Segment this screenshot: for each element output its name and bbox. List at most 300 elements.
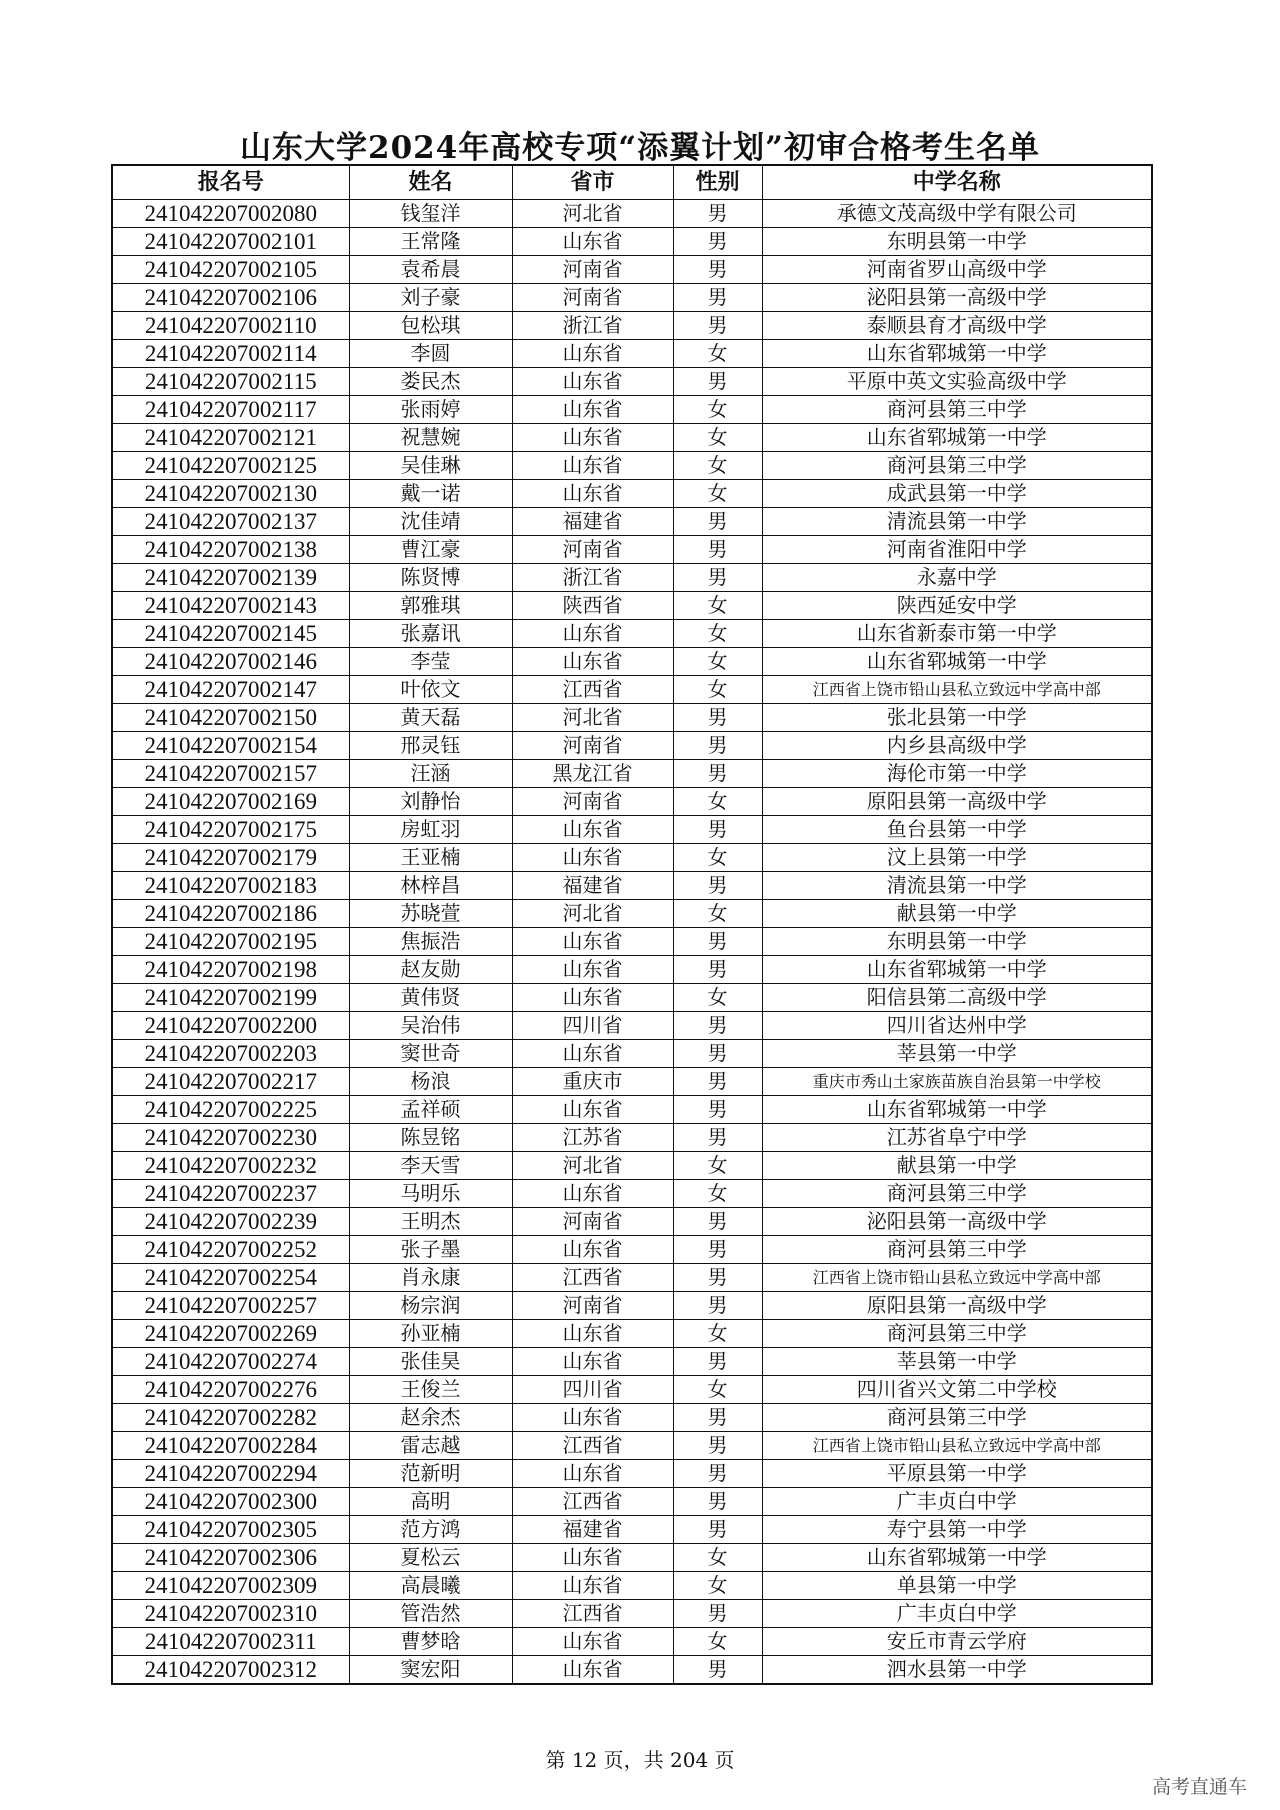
table-row xyxy=(112,256,1152,284)
gender-cell: 男 xyxy=(673,732,762,760)
province-cell: 山东省 xyxy=(512,452,673,480)
registration-number-cell: 241042207002105 xyxy=(112,256,349,284)
table-row xyxy=(112,1040,1152,1068)
gender-cell: 男 xyxy=(673,1012,762,1040)
province-cell: 山东省 xyxy=(512,1544,673,1572)
name-cell: 雷志越 xyxy=(349,1432,512,1460)
gender-cell: 女 xyxy=(673,844,762,872)
name-cell: 袁希晨 xyxy=(349,256,512,284)
gender-cell: 男 xyxy=(673,1040,762,1068)
province-cell: 山东省 xyxy=(512,844,673,872)
gender-cell: 男 xyxy=(673,760,762,788)
table-row xyxy=(112,1572,1152,1600)
table-row xyxy=(112,480,1152,508)
table-row xyxy=(112,704,1152,732)
gender-cell: 男 xyxy=(673,1124,762,1152)
gender-cell: 女 xyxy=(673,480,762,508)
name-cell: 范新明 xyxy=(349,1460,512,1488)
name-cell: 沈佳靖 xyxy=(349,508,512,536)
school-cell: 江苏省阜宁中学 xyxy=(762,1124,1152,1152)
table-row xyxy=(112,1376,1152,1404)
table-row xyxy=(112,368,1152,396)
registration-number-cell: 241042207002145 xyxy=(112,620,349,648)
name-cell: 李莹 xyxy=(349,648,512,676)
name-cell: 陈贤博 xyxy=(349,564,512,592)
registration-number-cell: 241042207002309 xyxy=(112,1572,349,1600)
school-cell: 清流县第一中学 xyxy=(762,508,1152,536)
name-cell: 曹梦晗 xyxy=(349,1628,512,1656)
school-cell: 泌阳县第一高级中学 xyxy=(762,284,1152,312)
name-cell: 钱玺洋 xyxy=(349,200,512,228)
table-row xyxy=(112,312,1152,340)
registration-number-cell: 241042207002110 xyxy=(112,312,349,340)
registration-number-cell: 241042207002312 xyxy=(112,1656,349,1685)
province-cell: 江苏省 xyxy=(512,1124,673,1152)
table-row xyxy=(112,1236,1152,1264)
gender-cell: 男 xyxy=(673,1264,762,1292)
table-row xyxy=(112,1656,1152,1685)
table-row xyxy=(112,1068,1152,1096)
registration-number-cell: 241042207002186 xyxy=(112,900,349,928)
school-cell: 海伦市第一中学 xyxy=(762,760,1152,788)
registration-number-cell: 241042207002276 xyxy=(112,1376,349,1404)
registration-number-cell: 241042207002114 xyxy=(112,340,349,368)
name-cell: 窦宏阳 xyxy=(349,1656,512,1685)
school-cell: 平原中英文实验高级中学 xyxy=(762,368,1152,396)
table-row xyxy=(112,1460,1152,1488)
registration-number-cell: 241042207002117 xyxy=(112,396,349,424)
gender-cell: 男 xyxy=(673,1432,762,1460)
column-header-province: 省市 xyxy=(512,165,673,200)
name-cell: 黄天磊 xyxy=(349,704,512,732)
province-cell: 山东省 xyxy=(512,1656,673,1685)
registration-number-cell: 241042207002239 xyxy=(112,1208,349,1236)
registration-number-cell: 241042207002282 xyxy=(112,1404,349,1432)
province-cell: 山东省 xyxy=(512,956,673,984)
table-row xyxy=(112,1348,1152,1376)
school-cell: 内乡县高级中学 xyxy=(762,732,1152,760)
province-cell: 河南省 xyxy=(512,788,673,816)
gender-cell: 女 xyxy=(673,340,762,368)
registration-number-cell: 241042207002310 xyxy=(112,1600,349,1628)
table-row xyxy=(112,956,1152,984)
candidate-table xyxy=(111,164,1153,1685)
school-cell: 商河县第三中学 xyxy=(762,1320,1152,1348)
table-row xyxy=(112,984,1152,1012)
name-cell: 吴佳琳 xyxy=(349,452,512,480)
name-cell: 包松琪 xyxy=(349,312,512,340)
gender-cell: 男 xyxy=(673,312,762,340)
province-cell: 河南省 xyxy=(512,284,673,312)
school-cell: 东明县第一中学 xyxy=(762,228,1152,256)
school-cell: 广丰贞白中学 xyxy=(762,1600,1152,1628)
registration-number-cell: 241042207002232 xyxy=(112,1152,349,1180)
registration-number-cell: 241042207002237 xyxy=(112,1180,349,1208)
gender-cell: 男 xyxy=(673,1208,762,1236)
table-row xyxy=(112,340,1152,368)
registration-number-cell: 241042207002225 xyxy=(112,1096,349,1124)
province-cell: 山东省 xyxy=(512,1628,673,1656)
province-cell: 河北省 xyxy=(512,704,673,732)
registration-number-cell: 241042207002294 xyxy=(112,1460,349,1488)
gender-cell: 男 xyxy=(673,564,762,592)
gender-cell: 女 xyxy=(673,648,762,676)
registration-number-cell: 241042207002146 xyxy=(112,648,349,676)
name-cell: 房虹羽 xyxy=(349,816,512,844)
school-cell: 江西省上饶市铅山县私立致远中学高中部 xyxy=(762,676,1152,704)
province-cell: 江西省 xyxy=(512,676,673,704)
registration-number-cell: 241042207002101 xyxy=(112,228,349,256)
province-cell: 山东省 xyxy=(512,1348,673,1376)
school-cell: 山东省新泰市第一中学 xyxy=(762,620,1152,648)
gender-cell: 男 xyxy=(673,508,762,536)
name-cell: 赵友勋 xyxy=(349,956,512,984)
table-row xyxy=(112,1628,1152,1656)
school-cell: 四川省达州中学 xyxy=(762,1012,1152,1040)
school-cell: 单县第一中学 xyxy=(762,1572,1152,1600)
name-cell: 刘子豪 xyxy=(349,284,512,312)
gender-cell: 女 xyxy=(673,452,762,480)
name-cell: 王常隆 xyxy=(349,228,512,256)
school-cell: 山东省郓城第一中学 xyxy=(762,340,1152,368)
registration-number-cell: 241042207002230 xyxy=(112,1124,349,1152)
school-cell: 山东省郓城第一中学 xyxy=(762,1544,1152,1572)
table-row xyxy=(112,1180,1152,1208)
name-cell: 陈昱铭 xyxy=(349,1124,512,1152)
registration-number-cell: 241042207002274 xyxy=(112,1348,349,1376)
name-cell: 王明杰 xyxy=(349,1208,512,1236)
province-cell: 山东省 xyxy=(512,1320,673,1348)
gender-cell: 男 xyxy=(673,956,762,984)
school-cell: 河南省罗山高级中学 xyxy=(762,256,1152,284)
school-cell: 商河县第三中学 xyxy=(762,1404,1152,1432)
table-row xyxy=(112,424,1152,452)
table-row xyxy=(112,1096,1152,1124)
province-cell: 山东省 xyxy=(512,620,673,648)
name-cell: 邢灵钰 xyxy=(349,732,512,760)
registration-number-cell: 241042207002284 xyxy=(112,1432,349,1460)
gender-cell: 男 xyxy=(673,284,762,312)
name-cell: 张子墨 xyxy=(349,1236,512,1264)
name-cell: 孟祥硕 xyxy=(349,1096,512,1124)
gender-cell: 女 xyxy=(673,1180,762,1208)
name-cell: 王俊兰 xyxy=(349,1376,512,1404)
gender-cell: 男 xyxy=(673,536,762,564)
column-header-gender: 性别 xyxy=(673,165,762,200)
table-row xyxy=(112,452,1152,480)
registration-number-cell: 241042207002183 xyxy=(112,872,349,900)
name-cell: 李圆 xyxy=(349,340,512,368)
school-cell: 商河县第三中学 xyxy=(762,452,1152,480)
name-cell: 林梓昌 xyxy=(349,872,512,900)
gender-cell: 男 xyxy=(673,1516,762,1544)
school-cell: 江西省上饶市铅山县私立致远中学高中部 xyxy=(762,1432,1152,1460)
school-cell: 平原县第一中学 xyxy=(762,1460,1152,1488)
province-cell: 河南省 xyxy=(512,732,673,760)
name-cell: 管浩然 xyxy=(349,1600,512,1628)
school-cell: 河南省淮阳中学 xyxy=(762,536,1152,564)
registration-number-cell: 241042207002115 xyxy=(112,368,349,396)
province-cell: 山东省 xyxy=(512,1040,673,1068)
table-row xyxy=(112,1012,1152,1040)
province-cell: 福建省 xyxy=(512,872,673,900)
school-cell: 原阳县第一高级中学 xyxy=(762,1292,1152,1320)
school-cell: 清流县第一中学 xyxy=(762,872,1152,900)
school-cell: 山东省郓城第一中学 xyxy=(762,424,1152,452)
table-row xyxy=(112,1600,1152,1628)
table-row xyxy=(112,592,1152,620)
name-cell: 刘静怡 xyxy=(349,788,512,816)
registration-number-cell: 241042207002198 xyxy=(112,956,349,984)
table-row xyxy=(112,1292,1152,1320)
province-cell: 河南省 xyxy=(512,1292,673,1320)
gender-cell: 女 xyxy=(673,1152,762,1180)
province-cell: 山东省 xyxy=(512,816,673,844)
registration-number-cell: 241042207002217 xyxy=(112,1068,349,1096)
province-cell: 江西省 xyxy=(512,1488,673,1516)
gender-cell: 男 xyxy=(673,1488,762,1516)
table-row xyxy=(112,284,1152,312)
page-number: 第 12 页，共 204 页 xyxy=(545,1748,735,1772)
gender-cell: 男 xyxy=(673,1292,762,1320)
registration-number-cell: 241042207002200 xyxy=(112,1012,349,1040)
school-cell: 山东省郓城第一中学 xyxy=(762,648,1152,676)
table-row xyxy=(112,676,1152,704)
gender-cell: 女 xyxy=(673,592,762,620)
registration-number-cell: 241042207002125 xyxy=(112,452,349,480)
school-cell: 商河县第三中学 xyxy=(762,396,1152,424)
province-cell: 山东省 xyxy=(512,480,673,508)
registration-number-cell: 241042207002179 xyxy=(112,844,349,872)
table-row xyxy=(112,200,1152,228)
school-cell: 东明县第一中学 xyxy=(762,928,1152,956)
province-cell: 福建省 xyxy=(512,508,673,536)
registration-number-cell: 241042207002169 xyxy=(112,788,349,816)
gender-cell: 女 xyxy=(673,984,762,1012)
name-cell: 杨浪 xyxy=(349,1068,512,1096)
gender-cell: 男 xyxy=(673,1656,762,1685)
gender-cell: 女 xyxy=(673,620,762,648)
registration-number-cell: 241042207002147 xyxy=(112,676,349,704)
gender-cell: 女 xyxy=(673,1544,762,1572)
school-cell: 商河县第三中学 xyxy=(762,1236,1152,1264)
school-cell: 四川省兴文第二中学校 xyxy=(762,1376,1152,1404)
registration-number-cell: 241042207002195 xyxy=(112,928,349,956)
gender-cell: 男 xyxy=(673,1404,762,1432)
name-cell: 马明乐 xyxy=(349,1180,512,1208)
gender-cell: 男 xyxy=(673,1236,762,1264)
province-cell: 山东省 xyxy=(512,1180,673,1208)
gender-cell: 男 xyxy=(673,200,762,228)
table-row xyxy=(112,788,1152,816)
province-cell: 河南省 xyxy=(512,256,673,284)
province-cell: 江西省 xyxy=(512,1264,673,1292)
gender-cell: 男 xyxy=(673,704,762,732)
gender-cell: 女 xyxy=(673,676,762,704)
gender-cell: 女 xyxy=(673,1628,762,1656)
province-cell: 山东省 xyxy=(512,368,673,396)
document-title: 山东大学2024年高校专项“添翼计划”初审合格考生名单 xyxy=(240,130,1040,166)
gender-cell: 男 xyxy=(673,1348,762,1376)
province-cell: 四川省 xyxy=(512,1376,673,1404)
province-cell: 山东省 xyxy=(512,228,673,256)
gender-cell: 男 xyxy=(673,1460,762,1488)
province-cell: 山东省 xyxy=(512,424,673,452)
province-cell: 山东省 xyxy=(512,1404,673,1432)
name-cell: 曹江豪 xyxy=(349,536,512,564)
table-header-row xyxy=(112,165,1152,200)
school-cell: 江西省上饶市铅山县私立致远中学高中部 xyxy=(762,1264,1152,1292)
table-row xyxy=(112,900,1152,928)
registration-number-cell: 241042207002130 xyxy=(112,480,349,508)
table-row xyxy=(112,564,1152,592)
school-cell: 安丘市青云学府 xyxy=(762,1628,1152,1656)
gender-cell: 男 xyxy=(673,228,762,256)
province-cell: 山东省 xyxy=(512,1096,673,1124)
table-row xyxy=(112,396,1152,424)
table-body xyxy=(112,200,1152,1685)
gender-cell: 男 xyxy=(673,1096,762,1124)
province-cell: 江西省 xyxy=(512,1432,673,1460)
school-cell: 商河县第三中学 xyxy=(762,1180,1152,1208)
province-cell: 河北省 xyxy=(512,900,673,928)
gender-cell: 男 xyxy=(673,1068,762,1096)
name-cell: 苏晓萱 xyxy=(349,900,512,928)
table-row xyxy=(112,1208,1152,1236)
table-row xyxy=(112,1264,1152,1292)
province-cell: 山东省 xyxy=(512,648,673,676)
registration-number-cell: 241042207002300 xyxy=(112,1488,349,1516)
province-cell: 山东省 xyxy=(512,1236,673,1264)
name-cell: 李天雪 xyxy=(349,1152,512,1180)
province-cell: 河南省 xyxy=(512,1208,673,1236)
gender-cell: 男 xyxy=(673,368,762,396)
school-cell: 泗水县第一中学 xyxy=(762,1656,1152,1685)
school-cell: 山东省郓城第一中学 xyxy=(762,956,1152,984)
name-cell: 黄伟贤 xyxy=(349,984,512,1012)
name-cell: 窦世奇 xyxy=(349,1040,512,1068)
table-row xyxy=(112,816,1152,844)
school-cell: 莘县第一中学 xyxy=(762,1348,1152,1376)
table-row xyxy=(112,732,1152,760)
province-cell: 山东省 xyxy=(512,396,673,424)
gender-cell: 女 xyxy=(673,396,762,424)
name-cell: 高明 xyxy=(349,1488,512,1516)
name-cell: 戴一诺 xyxy=(349,480,512,508)
school-cell: 广丰贞白中学 xyxy=(762,1488,1152,1516)
table-row xyxy=(112,760,1152,788)
table-row xyxy=(112,1404,1152,1432)
gender-cell: 女 xyxy=(673,1376,762,1404)
school-cell: 陕西延安中学 xyxy=(762,592,1152,620)
name-cell: 肖永康 xyxy=(349,1264,512,1292)
registration-number-cell: 241042207002138 xyxy=(112,536,349,564)
column-header-name: 姓名 xyxy=(349,165,512,200)
registration-number-cell: 241042207002254 xyxy=(112,1264,349,1292)
school-cell: 鱼台县第一中学 xyxy=(762,816,1152,844)
province-cell: 重庆市 xyxy=(512,1068,673,1096)
name-cell: 夏松云 xyxy=(349,1544,512,1572)
province-cell: 陕西省 xyxy=(512,592,673,620)
school-cell: 原阳县第一高级中学 xyxy=(762,788,1152,816)
table-row xyxy=(112,1320,1152,1348)
province-cell: 黑龙江省 xyxy=(512,760,673,788)
registration-number-cell: 241042207002252 xyxy=(112,1236,349,1264)
table-row xyxy=(112,844,1152,872)
name-cell: 赵余杰 xyxy=(349,1404,512,1432)
school-cell: 阳信县第二高级中学 xyxy=(762,984,1152,1012)
name-cell: 孙亚楠 xyxy=(349,1320,512,1348)
province-cell: 山东省 xyxy=(512,984,673,1012)
school-cell: 寿宁县第一中学 xyxy=(762,1516,1152,1544)
name-cell: 吴治伟 xyxy=(349,1012,512,1040)
registration-number-cell: 241042207002203 xyxy=(112,1040,349,1068)
school-cell: 泰顺县育才高级中学 xyxy=(762,312,1152,340)
name-cell: 娄民杰 xyxy=(349,368,512,396)
province-cell: 江西省 xyxy=(512,1600,673,1628)
table-row xyxy=(112,1124,1152,1152)
gender-cell: 男 xyxy=(673,816,762,844)
province-cell: 浙江省 xyxy=(512,564,673,592)
table-row xyxy=(112,620,1152,648)
registration-number-cell: 241042207002137 xyxy=(112,508,349,536)
registration-number-cell: 241042207002150 xyxy=(112,704,349,732)
table-row xyxy=(112,648,1152,676)
name-cell: 张嘉讯 xyxy=(349,620,512,648)
table-row xyxy=(112,1432,1152,1460)
name-cell: 高晨曦 xyxy=(349,1572,512,1600)
registration-number-cell: 241042207002199 xyxy=(112,984,349,1012)
registration-number-cell: 241042207002305 xyxy=(112,1516,349,1544)
school-cell: 成武县第一中学 xyxy=(762,480,1152,508)
name-cell: 张雨婷 xyxy=(349,396,512,424)
province-cell: 河北省 xyxy=(512,200,673,228)
school-cell: 献县第一中学 xyxy=(762,900,1152,928)
school-cell: 重庆市秀山土家族苗族自治县第一中学校 xyxy=(762,1068,1152,1096)
school-cell: 莘县第一中学 xyxy=(762,1040,1152,1068)
name-cell: 郭雅琪 xyxy=(349,592,512,620)
name-cell: 叶依文 xyxy=(349,676,512,704)
name-cell: 杨宗润 xyxy=(349,1292,512,1320)
registration-number-cell: 241042207002080 xyxy=(112,200,349,228)
gender-cell: 女 xyxy=(673,900,762,928)
gender-cell: 男 xyxy=(673,872,762,900)
school-cell: 泌阳县第一高级中学 xyxy=(762,1208,1152,1236)
gender-cell: 男 xyxy=(673,256,762,284)
name-cell: 焦振浩 xyxy=(349,928,512,956)
gender-cell: 女 xyxy=(673,1320,762,1348)
table-row xyxy=(112,536,1152,564)
province-cell: 山东省 xyxy=(512,340,673,368)
gender-cell: 女 xyxy=(673,424,762,452)
school-cell: 献县第一中学 xyxy=(762,1152,1152,1180)
province-cell: 福建省 xyxy=(512,1516,673,1544)
name-cell: 张佳昊 xyxy=(349,1348,512,1376)
table-row xyxy=(112,228,1152,256)
school-cell: 张北县第一中学 xyxy=(762,704,1152,732)
name-cell: 祝慧婉 xyxy=(349,424,512,452)
gender-cell: 女 xyxy=(673,1572,762,1600)
school-cell: 永嘉中学 xyxy=(762,564,1152,592)
name-cell: 范方鸿 xyxy=(349,1516,512,1544)
province-cell: 山东省 xyxy=(512,928,673,956)
table-row xyxy=(112,1152,1152,1180)
province-cell: 河北省 xyxy=(512,1152,673,1180)
gender-cell: 男 xyxy=(673,928,762,956)
table-row xyxy=(112,1544,1152,1572)
registration-number-cell: 241042207002306 xyxy=(112,1544,349,1572)
watermark: 高考直通车 xyxy=(1152,1776,1248,1798)
